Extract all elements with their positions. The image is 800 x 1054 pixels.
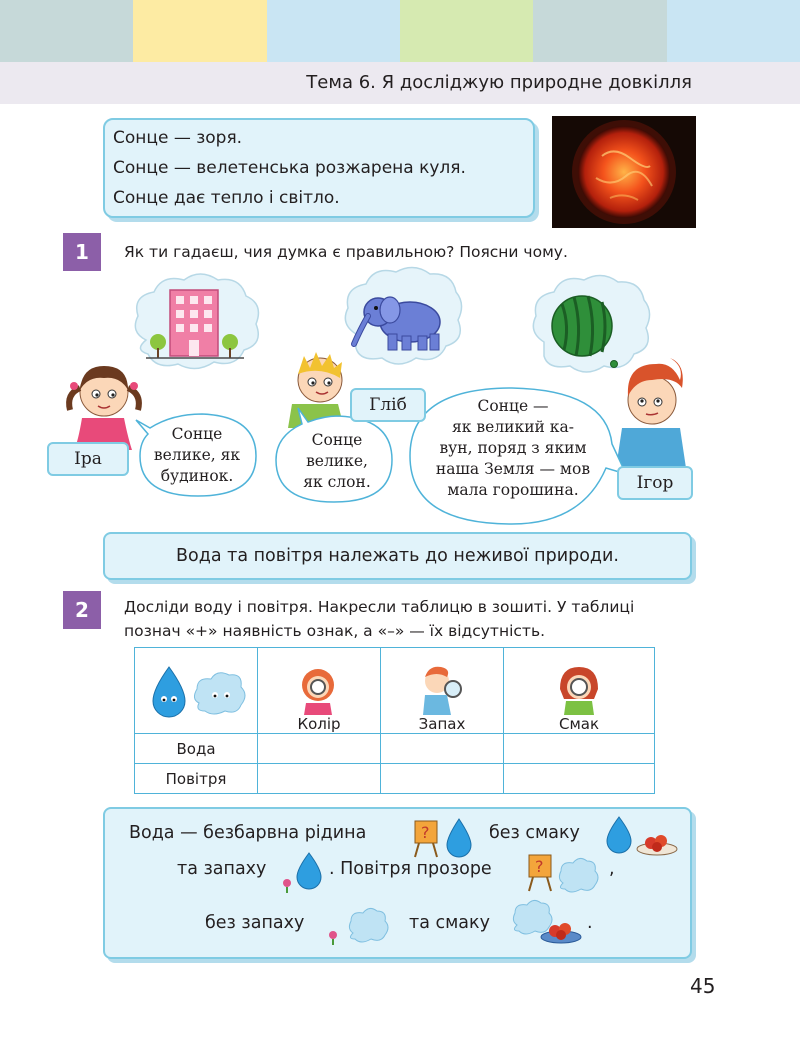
- stripe: [0, 0, 133, 62]
- quote-line: мала горошина.: [447, 481, 579, 499]
- header-color-cell: [258, 648, 381, 734]
- column-header-smell: Запах: [418, 715, 466, 733]
- name-tag-glib: Гліб: [350, 388, 426, 422]
- task-2-text: [124, 595, 634, 643]
- summary-line2c: ,: [609, 859, 615, 879]
- quote-line: як великий ка-: [452, 418, 574, 436]
- properties-table: [134, 647, 655, 794]
- easel-drop-icon: [411, 815, 477, 859]
- sun-fact-2: Сонце — велетенська розжарена куля.: [113, 158, 466, 178]
- nature-banner: Вода та повітря належать до неживої природи.: [103, 532, 692, 580]
- air-cloud-icon: [194, 672, 245, 713]
- task-2-number: 2: [63, 591, 101, 629]
- task-2-line: Досліди воду і повітря. Накресли таблицю в зошиті. У таблиці: [124, 598, 635, 616]
- header-taste-cell: [504, 648, 655, 734]
- glib-quote: [282, 430, 392, 493]
- table-cell: [504, 764, 655, 794]
- table-row: [135, 764, 655, 794]
- quote-line: як слон.: [303, 473, 371, 491]
- summary-line3a: без запаху: [205, 913, 305, 933]
- row-label-water: Вода: [135, 734, 258, 764]
- header-water-air-cell: [135, 648, 258, 734]
- sun-fact-1: Сонце — зоря.: [113, 128, 243, 148]
- stripe: [400, 0, 533, 62]
- theme-title: Тема 6. Я досліджую природне довкілля: [306, 72, 692, 93]
- summary-line1a: Вода — безбарвна рідина: [129, 823, 367, 843]
- page-number: 45: [690, 974, 716, 998]
- summary-line3b: та смаку: [409, 913, 490, 933]
- drop-tasting-icon: [597, 813, 681, 859]
- task-1-text: Як ти гадаєш, чия думка є правильною? Поясни чому.: [124, 243, 568, 261]
- sun-image: [552, 116, 696, 228]
- quote-line: велике,: [306, 452, 368, 470]
- igor-quote: [412, 396, 614, 501]
- stripe: [533, 0, 666, 62]
- sun-fact-3: Сонце дає тепло і світло.: [113, 188, 340, 208]
- easel-cloud-icon: [525, 849, 601, 895]
- cloud-tasting-icon: [507, 897, 583, 947]
- svg-text:?: ?: [421, 823, 430, 842]
- summary-line3c: .: [587, 913, 593, 933]
- drop-flower-icon: [279, 849, 329, 895]
- stripe: [267, 0, 400, 62]
- quote-line: Сонце: [171, 425, 223, 443]
- magnifier-girl-icon: [294, 663, 344, 715]
- summary-box: [103, 807, 692, 959]
- column-header-taste: Смак: [558, 715, 600, 733]
- header-smell-cell: [381, 648, 504, 734]
- name-tag-igor: Ігор: [617, 466, 693, 500]
- ira-quote: [142, 424, 252, 487]
- table-cell: [258, 764, 381, 794]
- summary-line1b: без смаку: [489, 823, 580, 843]
- quote-line: Сонце: [311, 431, 363, 449]
- quote-line: будинок.: [160, 467, 234, 485]
- task-2-line: познач «+» наявність ознак, а «–» — їх відсутність.: [124, 622, 546, 640]
- magnifier-boy-icon: [417, 663, 467, 715]
- table-cell: [504, 734, 655, 764]
- quote-line: Сонце —: [477, 397, 549, 415]
- table-cell: [381, 764, 504, 794]
- cloud-flower-icon: [323, 899, 395, 947]
- table-header-row: [135, 648, 655, 734]
- quote-line: вун, поряд з яким: [439, 439, 587, 457]
- quote-line: наша Земля — мов: [435, 460, 591, 478]
- stripe: [667, 0, 800, 62]
- water-drop-icon: [153, 667, 185, 717]
- column-header-color: Колір: [297, 715, 341, 733]
- magnifier-taste-icon: [554, 663, 604, 715]
- svg-text:?: ?: [535, 857, 544, 876]
- table-cell: [381, 734, 504, 764]
- quote-line: велике, як: [153, 446, 241, 464]
- summary-line2a: та запаху: [177, 859, 267, 879]
- name-tag-ira: Іра: [47, 442, 129, 476]
- sun-facts-box: [103, 118, 535, 218]
- row-label-air: Повітря: [135, 764, 258, 794]
- summary-line2b: . Повітря прозоре: [329, 859, 492, 879]
- task-1-number: 1: [63, 233, 101, 271]
- table-row: [135, 734, 655, 764]
- header-stripes: [0, 0, 800, 62]
- stripe: [133, 0, 266, 62]
- table-cell: [258, 734, 381, 764]
